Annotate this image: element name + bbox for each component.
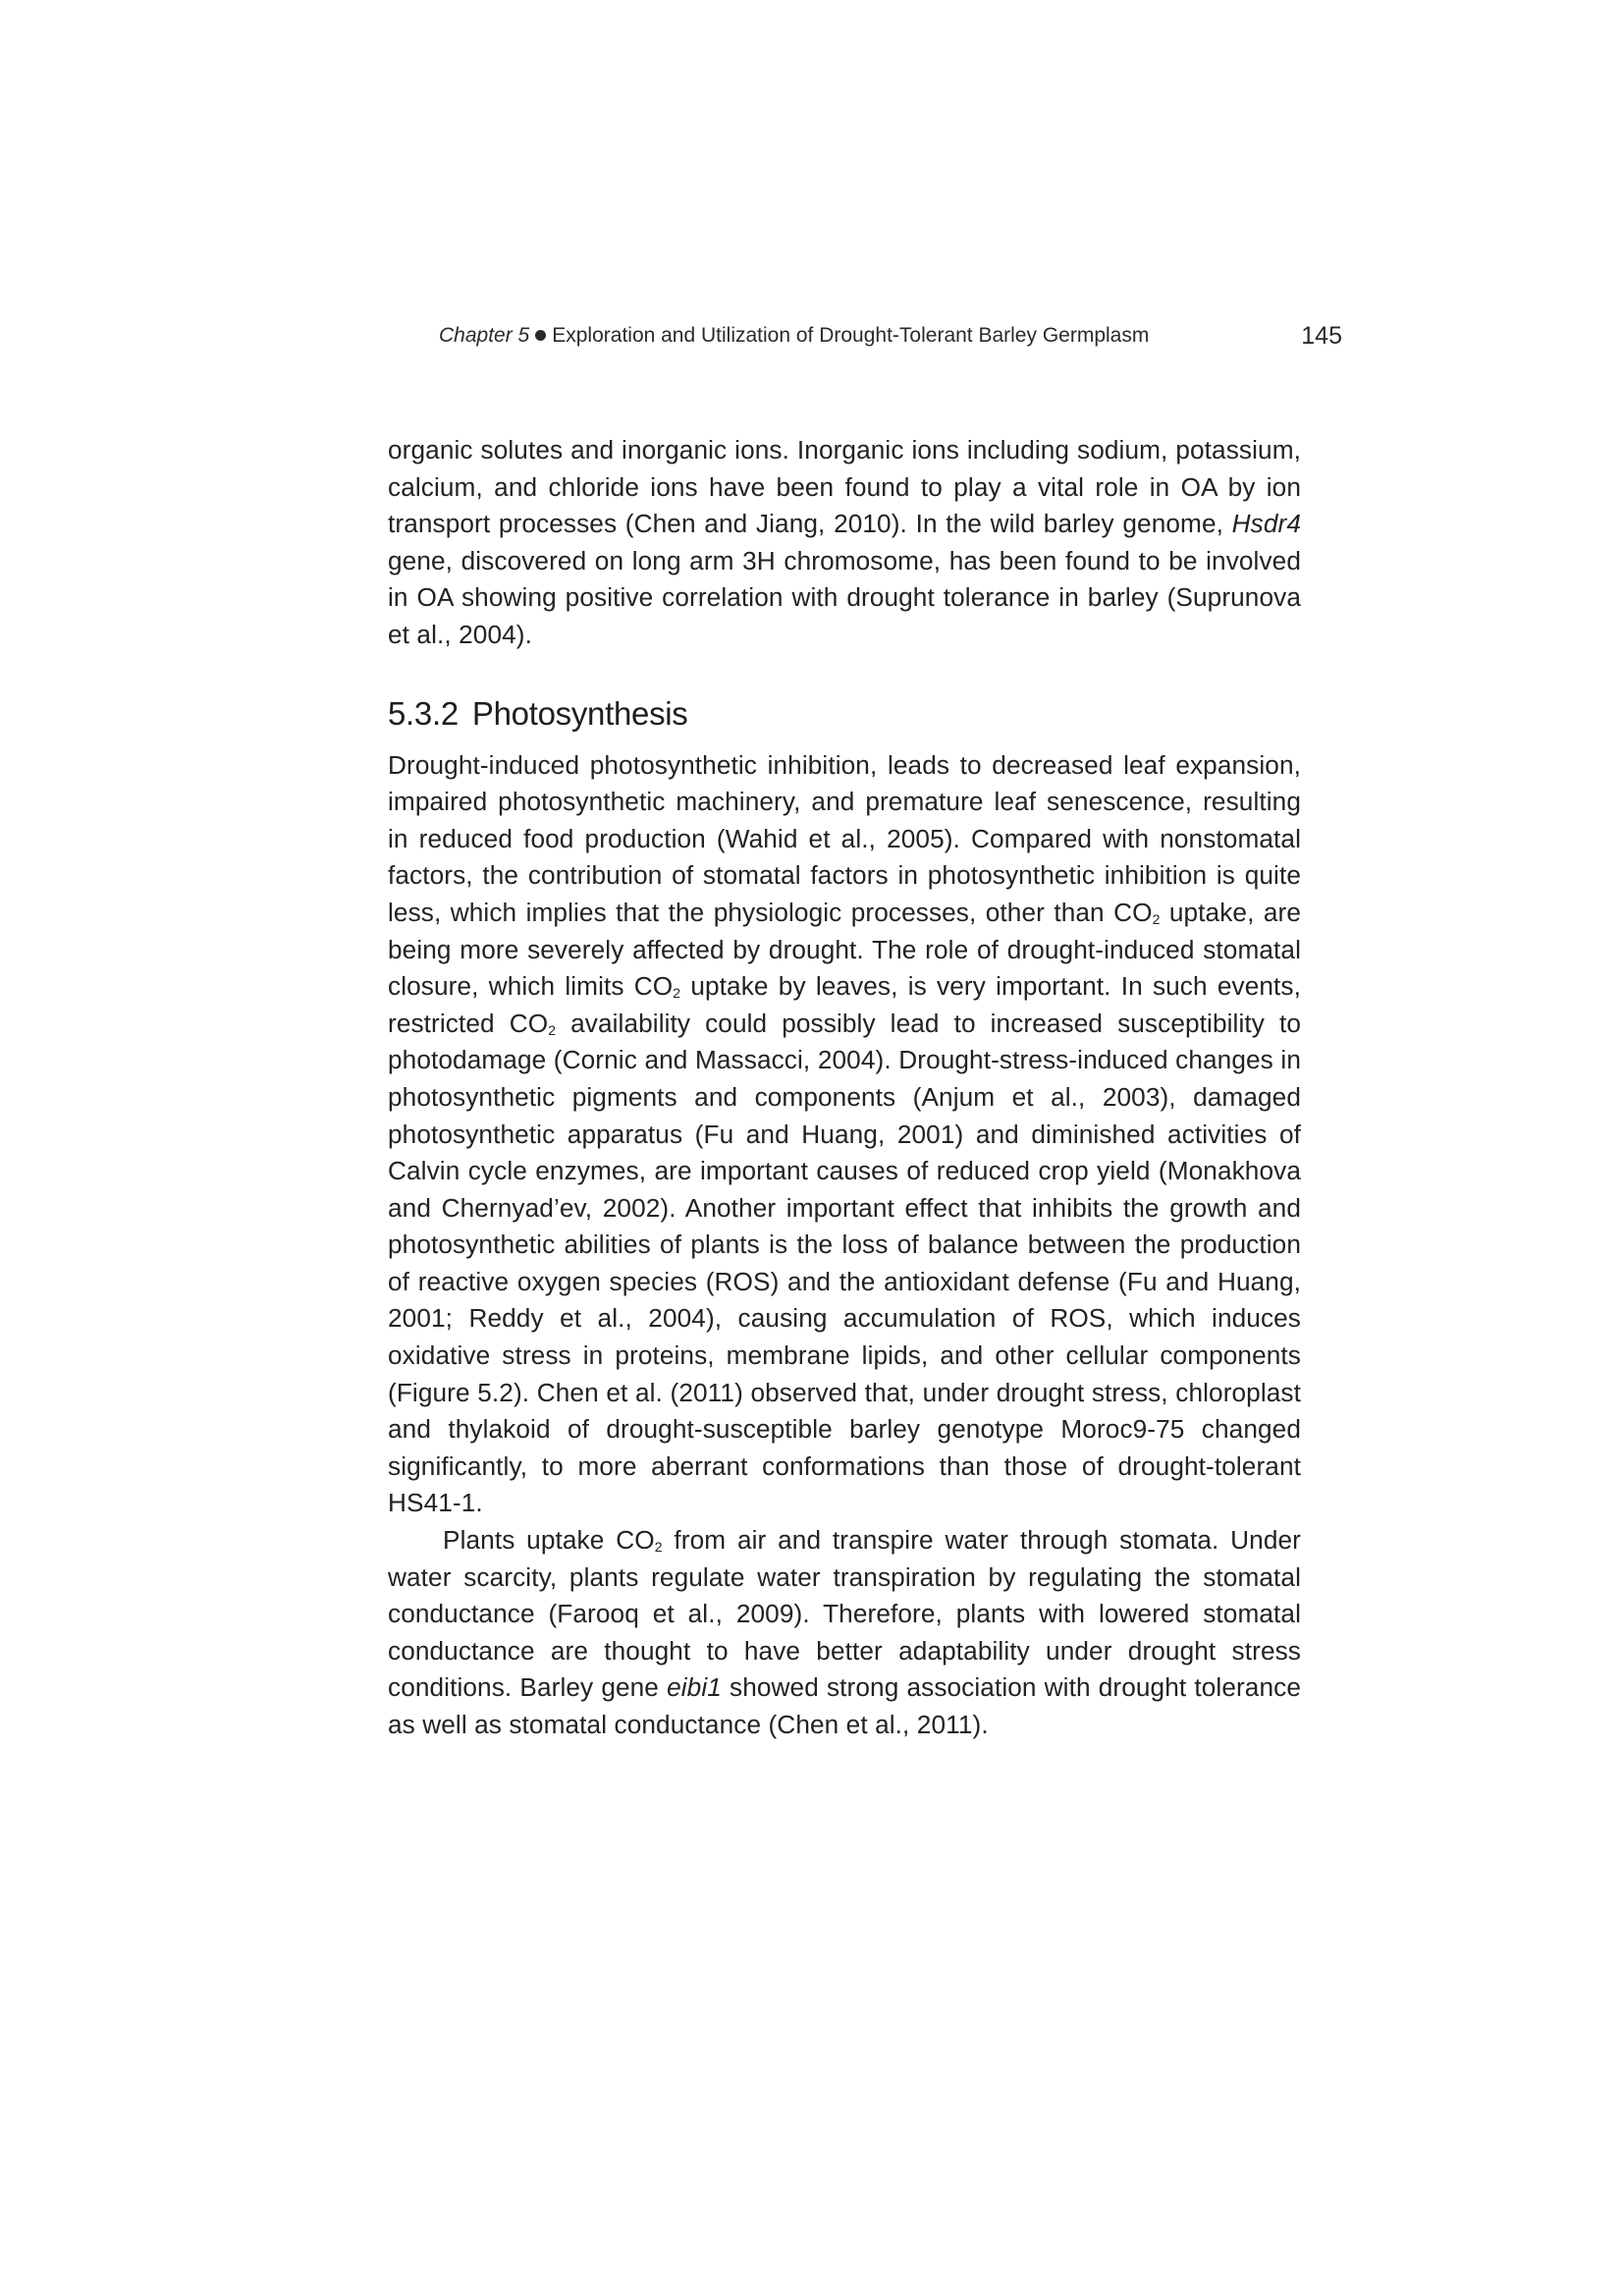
chapter-label: Chapter 5 xyxy=(439,324,530,347)
section-heading xyxy=(388,694,1301,734)
gene-name: eibi1 xyxy=(667,1672,722,1703)
paragraph-photosynthesis xyxy=(388,747,1301,1522)
subscript: 2 xyxy=(548,1021,557,1038)
page-number: 145 xyxy=(1301,322,1342,350)
subscript: 2 xyxy=(673,985,681,1002)
paragraph-osmotic-adjustment xyxy=(388,432,1301,654)
paragraph-text: gene, discovered on long arm 3H chromosome, has been found to be involved in OA showing positive correlation with drought tolerance in barley (Suprunova et al., 2004). xyxy=(388,545,1301,649)
running-head-title: Exploration and Utilization of Drought-Tolerant Barley Germplasm xyxy=(552,324,1150,347)
paragraph-text: uptake, are being more severely affected by drought. The role of drought-induced stomatal closure, which limits CO xyxy=(388,897,1301,1002)
paragraph-text: availability could possibly lead to increased susceptibility to photodamage (Cornic and Massacci, 2004). Drought-stress-induced changes in photosynthetic pigments and components (Anjum et al., 2003), damaged photosynthetic apparatus (Fu and Huang, 2001) and diminished activities of Calvin cycle enzymes, are important causes of reduced crop yield (Monakhova and Chernyad’ev, 2002). Another important effect that inhibits the growth and photosynthetic abilities of plants is the loss of balance between the production of reactive oxygen species (ROS) and the antioxidant defense (Fu and Huang, 2001; Reddy et al., 2004), causing accumulation of ROS, which induces oxidative stress in proteins, membrane lipids, and other cellular components (Figure 5.2). Chen et al. (2011) observed that, under drought stress, chloroplast and thylakoid of drought-susceptible barley genotype Moroc9-75 changed significantly, to more aberrant conformations than those of drought-tolerant HS41-1. xyxy=(388,1008,1301,1518)
paragraph-text: organic solutes and inorganic ions. Inorganic ions including sodium, potassium, calcium, and chloride ions have been found to play a vital role in OA by ion transport processes (Chen and Jiang, 2010). In the wild barley genome, xyxy=(388,435,1301,539)
paragraph-stomata xyxy=(388,1522,1301,1744)
paragraph-text: Drought-induced photosynthetic inhibition, leads to decreased leaf expansion, impaired photosynthetic machinery, and premature leaf senescence, resulting in reduced food production (Wahid et al., 2005). Compared with nonstomatal factors, the contribution of stomatal factors in photosynthetic inhibition is quite less, which implies that the physiologic processes, other than CO xyxy=(388,749,1301,927)
subscript: 2 xyxy=(1152,910,1161,927)
subscript: 2 xyxy=(654,1539,663,1556)
paragraph-text: uptake by leaves, is very important. In such events, restricted CO xyxy=(388,971,1301,1038)
bullet-icon xyxy=(535,330,546,341)
section-title: Photosynthesis xyxy=(471,694,688,732)
paragraph-text: from air and transpire water through stomata. Under water scarcity, plants regulate water transpiration by regulating the stomatal conductance (Farooq et al., 2009). Therefore, plants with lowered stomatal conductance are thought to have better adaptability under drought stress conditions. Barley gene xyxy=(388,1525,1301,1703)
section-number: 5.3.2 xyxy=(388,694,459,732)
paragraph-text: showed strong association with drought tolerance as well as stomatal conductance (Chen et al., 2011). xyxy=(388,1672,1301,1739)
body-text xyxy=(388,432,1301,1744)
paragraph-text: Plants uptake CO xyxy=(443,1525,655,1556)
gene-name: Hsdr4 xyxy=(1231,509,1301,539)
running-head xyxy=(439,316,1342,355)
